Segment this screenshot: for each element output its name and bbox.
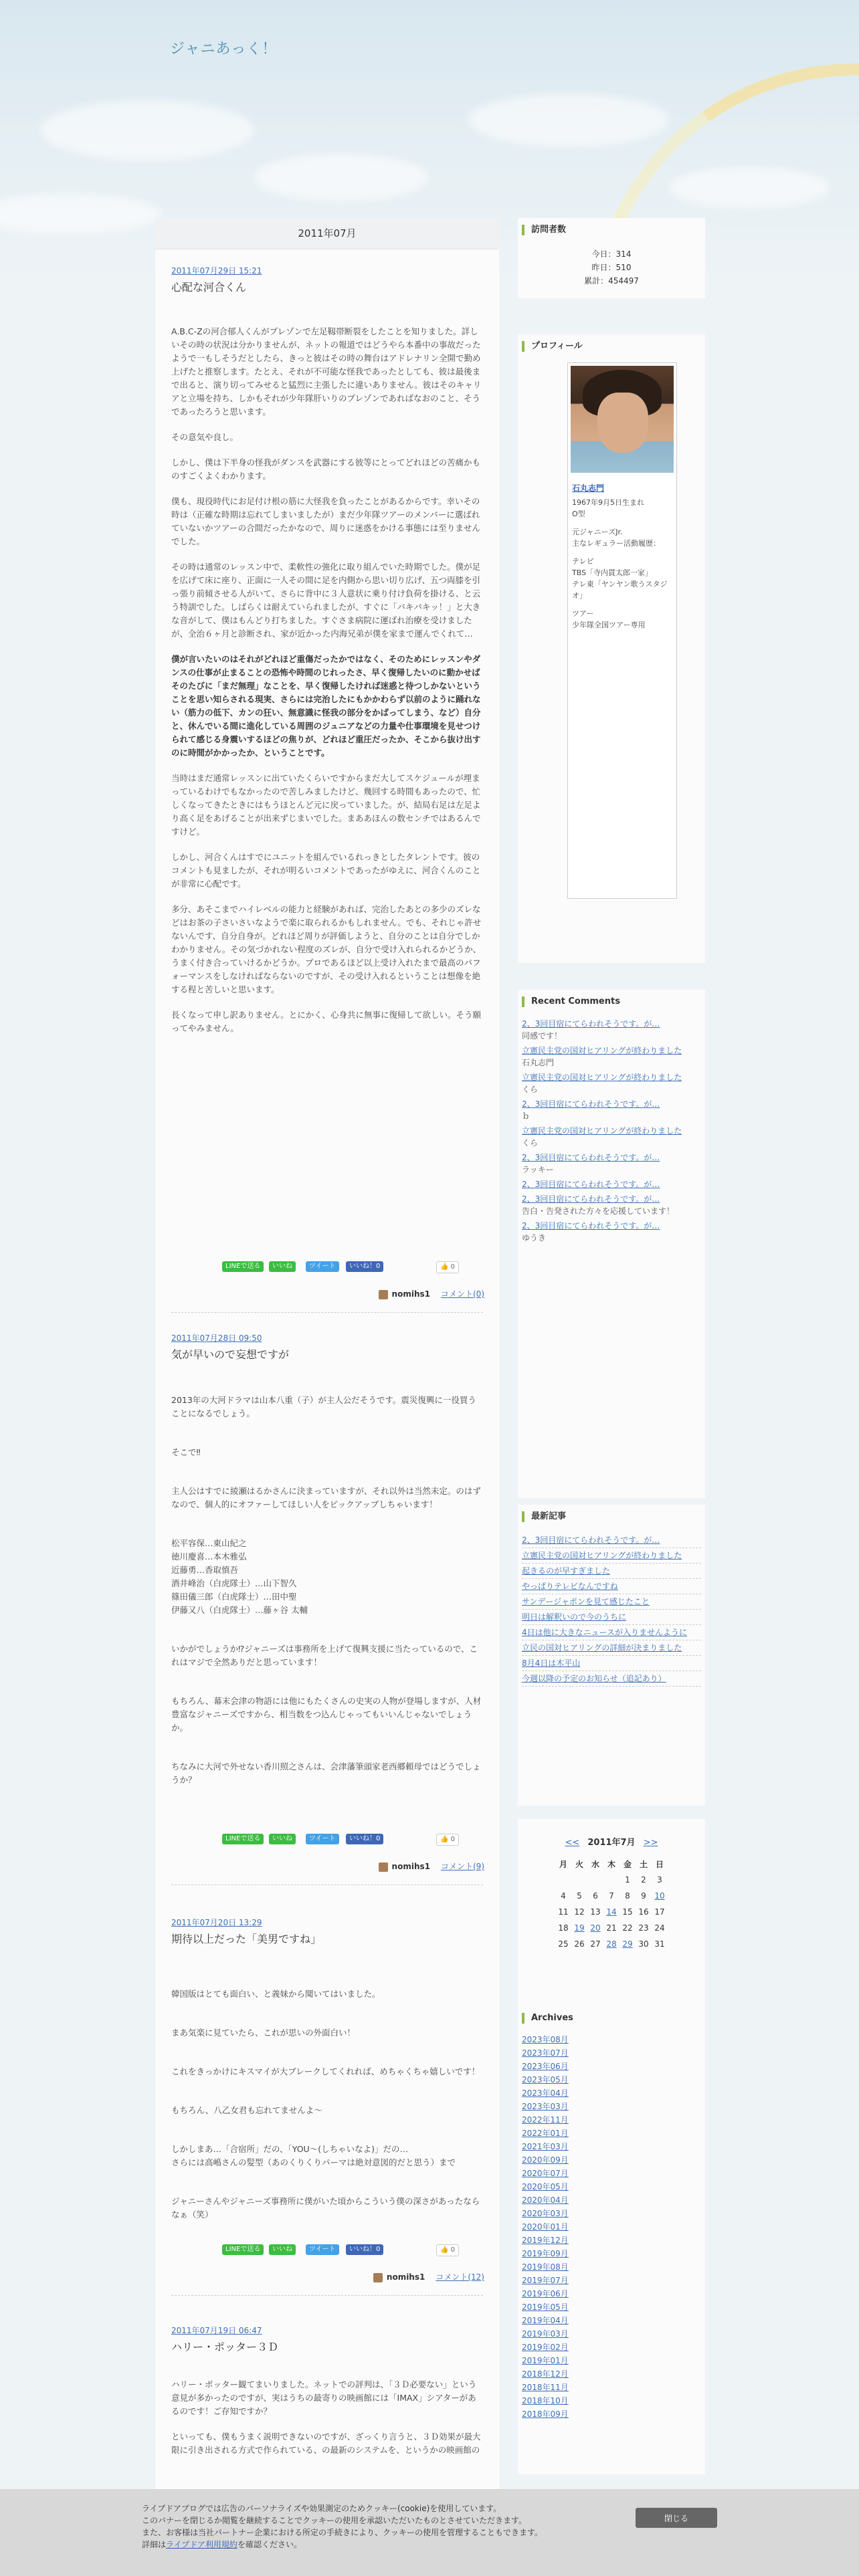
calendar-day: 24 — [654, 1923, 665, 1933]
calendar-weekday: 土 — [639, 1859, 648, 1869]
visitor-counter — [518, 218, 705, 298]
section-heading: プロフィール — [522, 341, 583, 352]
line-share-button[interactable]: LINEで送る — [222, 1261, 264, 1272]
calendar-day: 2 — [641, 1875, 646, 1885]
paragraph: 多分、あそこまでハイレベルの能力と経験があれば、完治したあとの多少のズレなどはお茶の子さいさいなようで楽に取られるかもしれません。でも、それじゃ許せないんです、自分自身が。どれほど周りが評価しようと、自分のことは自分でしかわかりません。その気づかれない程度のズレが、自分で受け入れられるかどうか、うまく付き合っていけるかどうか。プロであるほど以上受け入れたまで最高のパフォーマンスをしなければならないのですが、その受け入れるということは想像を絶する程と苦しいと思います。 — [171, 904, 482, 994]
archive-month-link[interactable]: 2020年05月 — [522, 2182, 569, 2191]
comment-author: ラッキー — [522, 1165, 554, 1174]
like-count: 0 — [450, 2246, 456, 2254]
calendar-day: 1 — [625, 1875, 630, 1885]
visitors-total: 累計：454497 — [584, 276, 639, 286]
calendar-day: 25 — [558, 1939, 569, 1949]
article-4 — [171, 2325, 483, 2354]
calendar-day: 6 — [593, 1891, 598, 1901]
archive-month-link[interactable]: 2018年11月 — [522, 2383, 569, 2392]
profile-name[interactable]: 石丸志門 — [572, 484, 605, 493]
author-link[interactable]: nomihs1 — [391, 1289, 430, 1299]
comment-article-link[interactable]: 2、3回目宿にてらわれそうです。が… — [522, 1019, 660, 1029]
visitors-yesterday: 昨日：510 — [591, 263, 632, 272]
article-date[interactable]: 2011年07月28日 09:50 — [171, 1333, 262, 1343]
calendar-day: 22 — [622, 1923, 633, 1933]
archive-month-link[interactable]: 2019年07月 — [522, 2276, 569, 2285]
archive-month-link[interactable]: 2020年09月 — [522, 2155, 569, 2165]
archive-month-link[interactable]: 2019年04月 — [522, 2316, 569, 2325]
paragraph: 僕が言いたいのはそれがどれほど重傷だったかではなく、そのためにレッスンやダンスの仕事が止まることの恐怖や時間のじれったさ、早く復帰したいのに動かせばそのたびに「まだ無理」なことを、早く復帰したければ迷惑と待つしかないということを思い知らされる現実、さらには完治したにもかかわらず以前のように踊れない（筋力の低下、カンの狂い、無意識に怪我の部分をかばってしまう、など）自分と、休んでいる間に進化している周囲のジュニアなどの力量や仕事環境を見せつけられて感じる身震いするほどの焦りが、どれほど重圧だったか、そこから抜け出すのに時間がかかったか、ということです。 — [171, 654, 481, 758]
recent-article-link[interactable]: やっぱりテレビなんですね — [522, 1579, 701, 1594]
archive-month-link[interactable]: 2022年11月 — [522, 2115, 569, 2125]
tweet-button[interactable]: ツイート — [306, 1834, 339, 1844]
section-heading: Archives — [522, 2013, 573, 2024]
calendar-prev-link[interactable]: << — [565, 1838, 580, 1848]
like-count: 0 — [450, 1836, 456, 1843]
recent-comments-section — [518, 990, 705, 1498]
comment-author: くら — [522, 1138, 539, 1148]
paragraph: 松平容保…東山紀之 徳川慶喜…本木雅弘 近藤勇…香取慎吾 酒井峰治（白虎隊士）…山下智久 篠田儀三郎（白虎隊士）…田中聖 伊藤又八（白虎隊士）…藤ヶ谷 太輔 — [171, 1538, 308, 1615]
paragraph: まあ気楽に見ていたら、これが思いの外面白い！ — [171, 2028, 356, 2038]
recent-article-link[interactable]: 立憲民主党の国対ヒアリングが終わりました — [522, 1548, 701, 1564]
archive-month-link[interactable]: 2019年08月 — [522, 2262, 569, 2272]
comment-author: 告白・告発された方々を応援しています！ — [522, 1206, 675, 1216]
calendar-weekday: 木 — [607, 1859, 615, 1869]
paragraph: しかし、河合くんはすでにユニットを組んでいるれっきとしたタレントです。彼のコメントも見ましたが、それが明るいコメントであったがゆえに、河合くんのことが非常に心配です。 — [171, 852, 481, 889]
paragraph: いかがでしょうか⁉ジャニーズは事務所を上げて復興支援に当たっているので、これはマジで全然ありだと思っています！ — [171, 1644, 478, 1667]
calendar-day: 8 — [625, 1891, 630, 1901]
article-body — [171, 325, 483, 1047]
comment-article-link[interactable]: 2、3回目宿にてらわれそうです。が… — [522, 1099, 660, 1109]
like-count: 0 — [450, 1263, 456, 1271]
cookie-text: ライブドアブログでは広告のパーソナライズや効果測定のためクッキー(cookie)を使用しています。 このバナーを閉じるか閲覧を継続することでクッキーの使用を承認いただいたものとさせていただきます。 また、お客様は当社パートナー企業における所定の手続きにより、クッキーの使用を管理することもできます。 詳細はライブドア利用規約を確認ください。 — [142, 2504, 543, 2549]
recent-article-link[interactable]: 2、3回目宿にてらわれそうです。が… — [522, 1533, 701, 1548]
comment-author: ｂ — [522, 1111, 531, 1121]
calendar-day[interactable]: 20 — [590, 1923, 601, 1933]
recent-article-link[interactable]: 立民の国対ヒアリングの詳細が決まりました — [522, 1640, 701, 1656]
section-heading: Recent Comments — [522, 996, 620, 1007]
calendar — [518, 1835, 705, 1952]
article-meta — [373, 2271, 484, 2284]
tweet-button[interactable]: ツイート — [306, 1261, 339, 1272]
author-link[interactable]: nomihs1 — [391, 1862, 430, 1871]
comment-article-link[interactable]: 2、3回目宿にてらわれそうです。が… — [522, 1180, 660, 1189]
calendar-day[interactable]: 10 — [654, 1891, 665, 1901]
calendar-day: 18 — [558, 1923, 569, 1933]
article-title[interactable]: ハリー・ポッター３Ｄ — [171, 2341, 279, 2353]
calendar-day: 3 — [657, 1875, 662, 1885]
calendar-day — [571, 1872, 587, 1888]
profile-text: 1967年9月5日生まれ O型 元ジャニーズJr. 主なレギュラー活動履歴： テレビ TBS「寺内貫太郎一家」 テレ東「ヤンヤン歌うスタジオ」 ツアー 少年隊全国ツアー専用 — [572, 498, 668, 629]
paragraph: 当時はまだ通常レッスンに出ていたくらいですからまだ大してスケジュールが埋まっているわけでもなかったので苦しみましたけど、幾回する時間もあったので、忙しくなってきたときにはもうほとんど元に戻っていました。が、結局右足は左足より高く足をあげることが出来ずじまいでした。まああほんの数センチではあるんですけど。 — [171, 773, 481, 837]
nice-button[interactable]: いいね — [269, 1834, 296, 1844]
recent-article-link[interactable]: 明日は解釈いので今のうちに — [522, 1610, 701, 1625]
article-body — [171, 1974, 483, 2247]
archive-month-link[interactable]: 2023年04月 — [522, 2088, 569, 2098]
calendar-day: 21 — [606, 1923, 617, 1933]
paragraph: ハリー・ポッター観てまいりました。ネットでの評判は、「３Ｄ必要ない」という意見が多かったのですが、実はうちの最寄りの映画館には「IMAX」シアターがあるのです！ご存知ですか？ — [171, 2379, 477, 2416]
profile-section — [518, 334, 705, 963]
calendar-weekday: 水 — [591, 1859, 599, 1869]
recent-article-link[interactable]: 4日は他に大きなニュースが入りませんように — [522, 1625, 701, 1640]
archive-month-link[interactable]: 2018年12月 — [522, 2369, 569, 2379]
line-share-button[interactable]: LINEで送る — [222, 2244, 264, 2255]
calendar-day: 13 — [590, 1907, 601, 1917]
recent-article-link[interactable]: 起きるのが早すぎました — [522, 1564, 701, 1579]
archive-month-link[interactable]: 2020年07月 — [522, 2169, 569, 2178]
divider — [171, 1312, 483, 1313]
recent-articles-section — [518, 1505, 705, 1806]
archive-month-link[interactable]: 2019年06月 — [522, 2289, 569, 2298]
calendar-day[interactable]: 29 — [622, 1939, 633, 1949]
paragraph: といっても、僕もうまく説明できないのですが、ざっくり言うと、３Ｄ効果が最大限に引き出される方式で作られている、の最新のシステムを、というかの映画館の — [171, 2432, 481, 2455]
calendar-day: 17 — [654, 1907, 665, 1917]
paragraph: A.B.C-Zの河合郁人くんがプレゾンで左足靱帯断裂をしたことを知りました。詳しいその時の状況は分かりませんが、ネットの報道ではどうやら本番中の事故だったようで一もしそうだとしたら、きっと彼はその時の舞台はアドレナリン全開で勤め上げたと推察します。たとえ、それが不可能な怪我であったとしても、彼は最後まで出ると、演り切ってみせると猛烈に主張したに違いありません。彼はそのキャリアと立場を持ち、しかもそれが少年隊肝いりのプレゾンであればなおのこと、そうであったろうと思います。 — [171, 326, 482, 417]
calendar-weekday: 火 — [575, 1859, 583, 1869]
paragraph: 長くなって申し訳ありません。とにかく、心身共に無事に復帰して欲しい。そう願ってやみません。 — [171, 1010, 482, 1033]
paragraph: 僕も、現役時代にお足付け根の筋に大怪我を負ったことがあるからです。幸いその時は（正確な時期は忘れてしまいましたが）まだ少年隊ツアーのメンバーに選ばれていないかツアーの合間だったかなので、周りに迷惑をかける事態には至りませんでした。 — [171, 496, 480, 546]
calendar-nav — [518, 1835, 705, 1848]
main-column — [155, 218, 499, 2576]
author-avatar-icon — [379, 1862, 388, 1872]
archive-month-link[interactable]: 2019年03月 — [522, 2329, 569, 2339]
archive-month-link[interactable]: 2023年08月 — [522, 2035, 569, 2044]
calendar-day[interactable]: 14 — [606, 1907, 617, 1917]
archive-month-link[interactable]: 2021年03月 — [522, 2142, 569, 2151]
recent-article-link[interactable]: サンデージャポンを見て感じたこと — [522, 1594, 701, 1610]
archive-month-link[interactable]: 2023年07月 — [522, 2048, 569, 2058]
article-body — [171, 1380, 483, 1812]
article-date[interactable]: 2011年07月20日 13:29 — [171, 1918, 262, 1927]
facebook-like-button[interactable]: いいね！0 — [346, 1261, 383, 1272]
divider — [171, 2295, 483, 2296]
calendar-day: 5 — [577, 1891, 582, 1901]
comment-author: 石丸志門 — [522, 1058, 555, 1067]
paragraph: もちろん、幕末会津の物語には他にもたくさんの史実の人物が登場しますが、人材豊富なジャニーズですから、相当数をつ込んじゃってもいいんじゃないでしょうか。 — [171, 1696, 482, 1733]
archive-month-link[interactable]: 2018年10月 — [522, 2396, 569, 2405]
terms-link[interactable]: ライブドア利用規約 — [166, 2540, 237, 2549]
calendar-day: 23 — [638, 1923, 649, 1933]
calendar-title: 2011年7月 — [587, 1838, 636, 1848]
archive-list — [522, 2033, 701, 2421]
archive-month-link[interactable]: 2019年05月 — [522, 2302, 569, 2312]
calendar-day[interactable]: 28 — [606, 1939, 617, 1949]
article-date[interactable]: 2011年07月19日 06:47 — [171, 2326, 262, 2335]
comment-author: ゆうき — [522, 1233, 547, 1243]
archive-month-link[interactable]: 2022年01月 — [522, 2129, 569, 2138]
blog-like-button[interactable]: 👍 0 — [436, 2244, 459, 2256]
archive-month-link[interactable]: 2020年03月 — [522, 2209, 569, 2218]
paragraph: しかしまあ…「合宿所」だの、「YOU〜(しちゃいなよ)」だの… さらには高嶋さんの髪型（あのくりくりパーマは絶対意図的だと思う）まで — [171, 2144, 456, 2167]
calendar-day: 4 — [561, 1891, 566, 1901]
article-1 — [171, 265, 483, 294]
author-avatar-icon — [379, 1290, 388, 1299]
archive-month-link[interactable]: 2020年01月 — [522, 2222, 569, 2232]
visitors-today: 今日：314 — [591, 249, 632, 259]
calendar-day: 12 — [574, 1907, 585, 1917]
close-cookie-button[interactable]: 閉じる — [636, 2508, 717, 2528]
paragraph: その意気や良し。 — [171, 432, 239, 442]
paragraph: もちろん、八乙女君も忘れてませんよ〜 — [171, 2105, 322, 2115]
recent-article-link[interactable]: 8月4日は木平山 — [522, 1656, 701, 1671]
profile-photo[interactable] — [571, 366, 674, 473]
nice-button[interactable]: いいね — [269, 1261, 296, 1272]
archive-month-link[interactable]: 2019年12月 — [522, 2236, 569, 2245]
comment-article-link[interactable]: 2、3回目宿にてらわれそうです。が… — [522, 1194, 660, 1204]
paragraph: 2013年の大河ドラマは山本八重（子）が主人公だそうです。震災復興に一役買うことになるでしょう。 — [171, 1395, 476, 1418]
cookie-banner — [0, 2489, 859, 2576]
comments-link[interactable]: コメント(9) — [441, 1862, 484, 1871]
paragraph: ジャニーさんやジャニーズ事務所に僕がいた頃からこういう僕の深さがあったならなぁ（笑） — [171, 2196, 480, 2220]
nice-button[interactable]: いいね — [269, 2244, 296, 2255]
share-buttons — [222, 1261, 476, 1275]
comment-author: くら — [522, 1085, 539, 1094]
calendar-day[interactable]: 19 — [574, 1923, 585, 1933]
comments-link[interactable]: コメント(0) — [441, 1289, 484, 1299]
paragraph: ちなみに大河で外せない香川照之さんは、会津藩筆頭家老西郷頼母ではどうでしょうか？ — [171, 1761, 481, 1785]
section-heading: 訪問者数 — [522, 225, 566, 235]
article-date[interactable]: 2011年07月29日 15:21 — [171, 266, 262, 276]
facebook-like-button[interactable]: いいね！0 — [346, 2244, 383, 2255]
calendar-day: 7 — [609, 1891, 614, 1901]
recent-articles-list — [522, 1533, 701, 1687]
archive-month-link[interactable]: 2019年02月 — [522, 2343, 569, 2352]
comment-author: 同感です！ — [522, 1031, 563, 1041]
recent-comments-list — [522, 1018, 701, 1247]
article-meta — [379, 1860, 484, 1874]
calendar-day: 27 — [590, 1939, 601, 1949]
calendar-next-link[interactable]: >> — [643, 1838, 658, 1848]
facebook-like-button[interactable]: いいね！0 — [346, 1834, 383, 1844]
month-heading: 2011年07月 — [155, 218, 499, 249]
calendar-day: 9 — [641, 1891, 646, 1901]
calendar-day: 30 — [638, 1939, 649, 1949]
article-title[interactable]: 気が早いので妄想ですが — [171, 1348, 290, 1361]
share-buttons — [222, 2244, 476, 2258]
comment-article-link[interactable]: 立憲民主党の国対ヒアリングが終わりました — [522, 1126, 682, 1136]
paragraph: 主人公はすでに綾瀬はるかさんに決まっていますが、それ以外は当然未定。のはずなので、個人的にオファーしてほしい人をピックアップしちゃいます！ — [171, 1486, 481, 1509]
calendar-day — [603, 1872, 619, 1888]
comment-article-link[interactable]: 2、3回目宿にてらわれそうです。が… — [522, 1221, 660, 1230]
article-meta — [379, 1288, 484, 1301]
calendar-day: 11 — [558, 1907, 569, 1917]
archive-month-link[interactable]: 2023年03月 — [522, 2102, 569, 2111]
recent-article-link[interactable]: 今週以降の予定のお知らせ（追記あり） — [522, 1671, 701, 1687]
paragraph: しかし、僕は下半身の怪我がダンスを武器にする彼等にとってどれほどの苦痛かものすごくよくわかります。 — [171, 457, 481, 481]
line-share-button[interactable]: LINEで送る — [222, 1834, 264, 1844]
comment-article-link[interactable]: 立憲民主党の国対ヒアリングが終わりました — [522, 1073, 682, 1082]
archive-month-link[interactable]: 2019年01月 — [522, 2356, 569, 2365]
calendar-day: 31 — [654, 1939, 665, 1949]
calendar-weekday: 月 — [559, 1859, 567, 1869]
share-buttons — [222, 1834, 476, 1847]
calendar-day — [555, 1872, 571, 1888]
article-3 — [171, 1917, 483, 1946]
paragraph: 韓国版はとても面白い、と義妹から聞いてはいました。 — [171, 1989, 381, 1999]
comment-article-link[interactable]: 2、3回目宿にてらわれそうです。が… — [522, 1153, 660, 1162]
calendar-grid — [555, 1856, 668, 1952]
paragraph: これをきっかけにキスマイが大ブレークしてくれれば、めちゃくちゃ嬉しいです！ — [171, 2066, 480, 2076]
calendar-day: 15 — [622, 1907, 633, 1917]
author-link[interactable]: nomihs1 — [386, 2272, 425, 2282]
profile-card — [567, 362, 677, 899]
blog-like-button[interactable]: 👍 0 — [436, 1834, 459, 1846]
calendar-section — [518, 1819, 705, 2474]
section-heading: 最新記事 — [522, 1511, 566, 1522]
archive-month-link[interactable]: 2018年09月 — [522, 2409, 569, 2419]
calendar-weekday: 金 — [623, 1859, 632, 1869]
article-body — [171, 2378, 483, 2469]
paragraph: その時は通常のレッスン中で、柔軟性の強化に取り組んでいた時期でした。僕が足を広げて床に座り、正面に一人その間に足を内側から思い切り広げ、五つ両膝を引っ張り前傾させる人がいて、さらに背中に３人意状に乗り付け負荷を掛ける、と云う特訓でした。しばらくは耐えていられましたが、すぐに「バキバキッ！」と大きな音がして、僕はもんどり打ちました。すぐさま病院に運ばれ治療を受けましたが、全治６ヶ月と診断され、家が近かった内海兄弟が僕を家まで運んでくれて… — [171, 562, 481, 639]
site-title[interactable]: ジャニあっく！ — [170, 41, 278, 58]
tweet-button[interactable]: ツイート — [306, 2244, 339, 2255]
paragraph: そこで‼ — [171, 1447, 201, 1457]
archive-month-link[interactable]: 2023年06月 — [522, 2062, 569, 2071]
comment-article-link[interactable]: 立憲民主党の国対ヒアリングが終わりました — [522, 1046, 682, 1055]
author-avatar-icon — [373, 2273, 383, 2282]
blog-like-button[interactable]: 👍 0 — [436, 1261, 459, 1273]
article-title[interactable]: 心配な河合くん — [171, 281, 247, 294]
article-title[interactable]: 期待以上だった「美男ですね」 — [171, 1933, 322, 1945]
calendar-weekday: 日 — [655, 1859, 664, 1869]
archive-month-link[interactable]: 2020年04月 — [522, 2195, 569, 2205]
article-2 — [171, 1332, 483, 1362]
comments-link[interactable]: コメント(12) — [436, 2272, 484, 2282]
calendar-day — [587, 1872, 603, 1888]
archive-month-link[interactable]: 2023年05月 — [522, 2075, 569, 2084]
calendar-day: 16 — [638, 1907, 649, 1917]
calendar-day: 26 — [574, 1939, 585, 1949]
archive-month-link[interactable]: 2019年09月 — [522, 2249, 569, 2258]
